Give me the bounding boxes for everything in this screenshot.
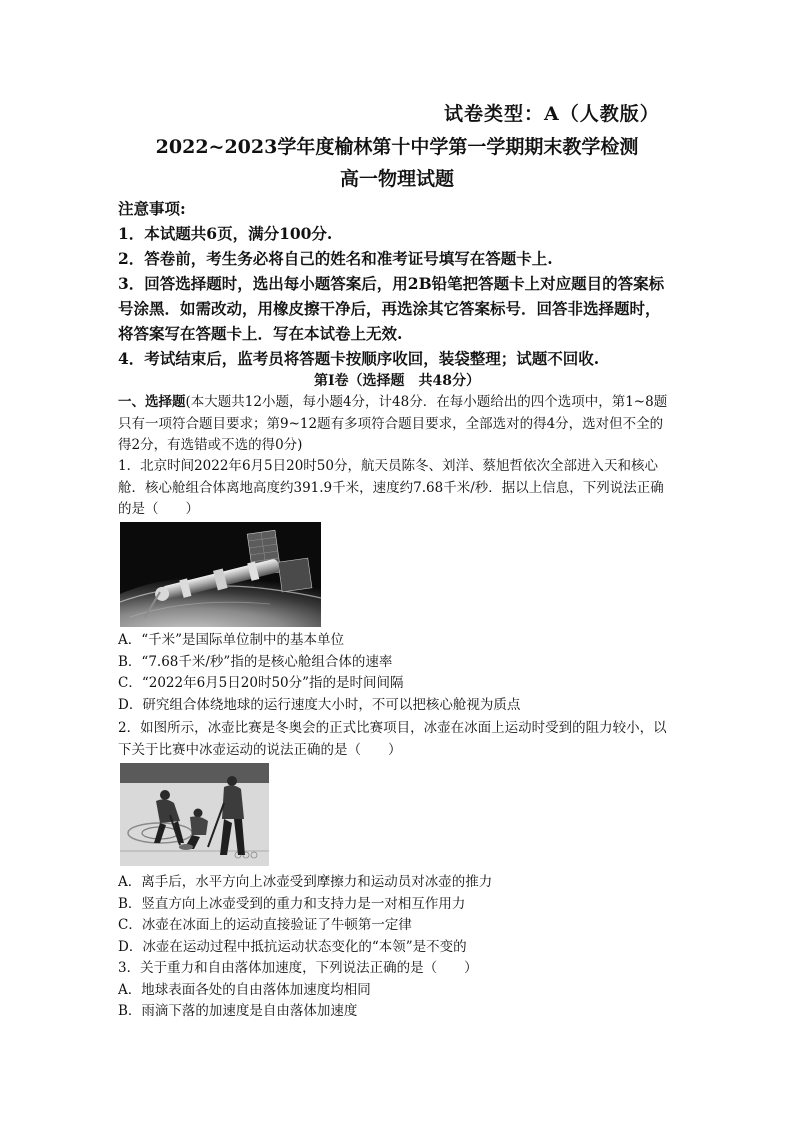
notes-block bbox=[118, 196, 674, 371]
question-1-stem bbox=[118, 456, 674, 521]
section-intro bbox=[118, 392, 674, 457]
notes-item: 3．回答选择题时，选出每小题答案后，用2B铅笔把答题卡上对应题目的答案标号涂黑．如需改动，用橡皮擦干净后，再选涂其它答案标号．回答非选择题时，将答案写在答题卡上．写在本试卷上无效. bbox=[118, 274, 665, 343]
question-3 bbox=[118, 958, 674, 1023]
option-b: B．雨滴下落的加速度是自由落体加速度 bbox=[118, 1003, 358, 1019]
space-station-image bbox=[120, 522, 321, 627]
question-2-options bbox=[118, 872, 674, 958]
notes-item: 1．本试题共6页，满分100分. bbox=[118, 224, 333, 243]
exam-type-label: 试卷类型：A（人教版） bbox=[444, 103, 660, 125]
option-d: D．研究组合体绕地球的运行速度大小时，不可以把核心舱视为质点 bbox=[118, 696, 521, 713]
section-heading: 第Ⅰ卷（选择题 共48分） bbox=[313, 373, 481, 389]
option-d: D．冰壶在运动过程中抵抗运动状态变化的“本领”是不变的 bbox=[118, 938, 467, 955]
exam-subtitle: 高一物理试题 bbox=[339, 168, 454, 190]
question-stem: 3．关于重力和自由落体加速度，下列说法正确的是（ ） bbox=[118, 960, 478, 976]
notes-heading: 注意事项: bbox=[118, 199, 186, 218]
exam-title: 2022~2023学年度榆林第十中学第一学期期末教学检测 bbox=[155, 136, 639, 158]
option-b: B．“7.68千米/秒”指的是核心舱组合体的速率 bbox=[118, 653, 393, 670]
section-intro-label: 一、选择题 bbox=[118, 394, 186, 410]
question-stem: 2．如图所示，冰壶比赛是冬奥会的正式比赛项目，冰壶在冰面上运动时受到的阻力较小，以下关于比赛中冰壶运动的说法正确的是（ ） bbox=[118, 720, 667, 758]
option-b: B．竖直方向上冰壶受到的重力和支持力是一对相互作用力 bbox=[118, 895, 466, 912]
question-stem: 1．北京时间2022年6月5日20时50分，航天员陈冬、刘洋、蔡旭哲依次全部进入天和核心舱．核心舱组合体离地高度约391.9千米，速度约7.68千米/秒．据以上信息，下列说法正确的是（ ） bbox=[118, 458, 664, 517]
curling-image bbox=[120, 763, 269, 866]
question-2-stem bbox=[118, 718, 674, 761]
section-intro-text: (本大题共12小题，每小题4分，计48分．在每小题给出的四个选项中，第1~8题只有一项符合题目要求；第9~12题有多项符合题目要求，全部选对的得4分，选对但不全的得2分，有选错或不选的得0分) bbox=[118, 394, 668, 453]
option-c: C．“2022年6月5日20时50分”指的是时间间隔 bbox=[118, 675, 404, 691]
option-a: A．地球表面各处的自由落体加速度均相同 bbox=[118, 981, 371, 998]
notes-item: 2．答卷前，考生务必将自己的姓名和准考证号填写在答题卡上. bbox=[118, 249, 553, 268]
notes-item: 4．考试结束后，监考员将答题卡按顺序收回，装袋整理；试题不回收. bbox=[118, 349, 600, 368]
question-1-options bbox=[118, 630, 674, 716]
option-c: C．冰壶在冰面上的运动直接验证了牛顿第一定律 bbox=[118, 917, 412, 933]
option-a: A．离手后，水平方向上冰壶受到摩擦力和运动员对冰壶的推力 bbox=[118, 874, 493, 890]
option-a: A．“千米”是国际单位制中的基本单位 bbox=[118, 632, 345, 648]
